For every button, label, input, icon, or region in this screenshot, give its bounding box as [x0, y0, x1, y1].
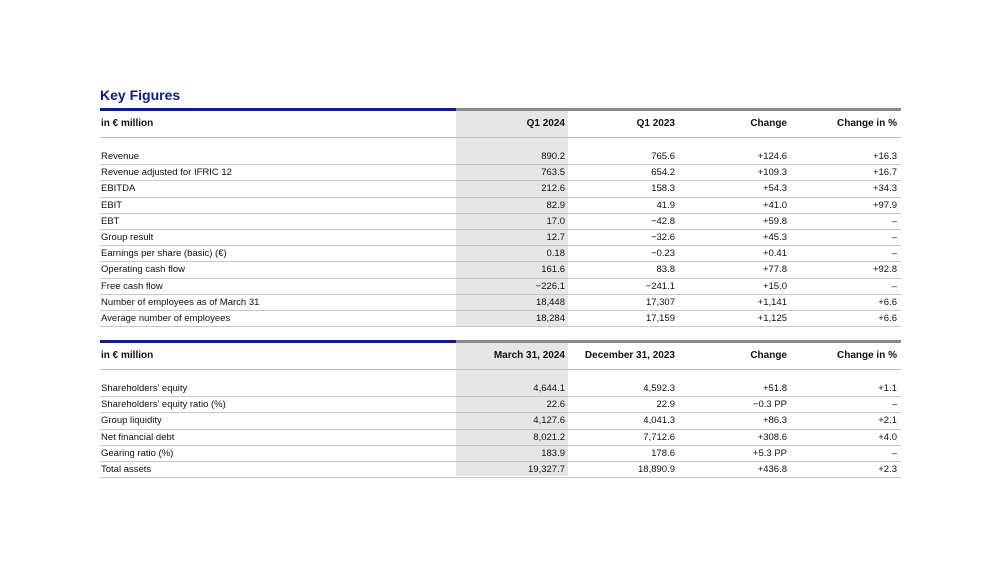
table-row: [100, 462, 901, 478]
current-value: 4,127.6: [533, 415, 565, 427]
table-row: [100, 279, 901, 295]
header-unit: in € million: [101, 350, 154, 361]
row-label: Earnings per share (basic) (€): [101, 248, 227, 260]
table-row: [100, 165, 901, 181]
change-value: +109.3: [757, 167, 787, 179]
prior-value: 4,592.3: [643, 383, 675, 394]
table-row: [100, 262, 901, 278]
table-row: [100, 198, 901, 214]
header-change: Change: [750, 118, 787, 129]
current-value: 17.0: [546, 215, 565, 227]
table-row: [100, 295, 901, 311]
current-value: 4,644.1: [533, 383, 565, 394]
page-title: Key Figures: [100, 87, 181, 103]
row-label: EBT: [101, 215, 120, 227]
prior-value: 83.8: [656, 264, 675, 276]
header-unit: in € million: [101, 118, 154, 129]
header-change-pct: Change in %: [836, 118, 897, 129]
change-pct-value: +92.8: [872, 264, 897, 276]
prior-value: −0.23: [650, 248, 675, 260]
prior-value: −32.6: [650, 231, 675, 243]
prior-value: 654.2: [651, 167, 675, 179]
prior-value: 22.9: [656, 399, 675, 411]
current-value: 18,448: [535, 296, 565, 308]
change-pct-value: –: [891, 215, 897, 227]
change-value: +77.8: [762, 264, 787, 276]
prior-value: 17,307: [645, 296, 675, 308]
change-value: +54.3: [762, 183, 787, 195]
table-row: [100, 446, 901, 462]
table-header: [100, 340, 901, 370]
change-value: +59.8: [762, 215, 787, 227]
change-pct-value: –: [891, 248, 897, 260]
current-value: 161.6: [541, 264, 565, 276]
prior-value: 4,041.3: [643, 415, 675, 427]
row-label: Shareholders’ equity: [101, 383, 188, 394]
change-pct-value: +2.1: [878, 415, 897, 427]
row-label: Revenue adjusted for IFRIC 12: [101, 167, 232, 179]
current-value: 183.9: [541, 447, 565, 459]
prior-value: −241.1: [645, 280, 675, 292]
table-row: [100, 397, 901, 413]
row-label: EBITDA: [101, 183, 136, 195]
row-label: EBIT: [101, 199, 123, 211]
header-march-2024: March 31, 2024: [493, 350, 565, 361]
change-value: +51.8: [762, 383, 787, 394]
change-pct-value: –: [891, 231, 897, 243]
table-row: [100, 430, 901, 446]
change-value: +436.8: [757, 463, 787, 475]
change-pct-value: +6.6: [878, 312, 897, 324]
prior-value: 17,159: [645, 312, 675, 324]
row-label: Free cash flow: [101, 280, 163, 292]
change-pct-value: –: [891, 280, 897, 292]
table-row: [100, 413, 901, 429]
current-value: 8,021.2: [533, 431, 565, 443]
current-value: 18,284: [535, 312, 565, 324]
key-figures-table-balance: [100, 340, 901, 478]
current-value: 12.7: [546, 231, 565, 243]
row-label: Revenue: [101, 151, 140, 162]
row-label: Shareholders’ equity ratio (%): [101, 399, 226, 411]
prior-value: 765.6: [651, 151, 675, 162]
row-label: Number of employees as of March 31: [101, 296, 260, 308]
table-row: [100, 381, 901, 397]
header-december-2023: December 31, 2023: [584, 350, 675, 361]
change-value: +0.41: [762, 248, 787, 260]
prior-value: 41.9: [656, 199, 675, 211]
prior-value: 158.3: [651, 183, 675, 195]
change-pct-value: +97.9: [872, 199, 897, 211]
current-value: 19,327.7: [528, 463, 565, 475]
row-label: Operating cash flow: [101, 264, 185, 276]
change-value: −0.3 PP: [752, 399, 787, 411]
current-value: 22.6: [546, 399, 565, 411]
change-pct-value: +16.7: [872, 167, 897, 179]
row-label: Gearing ratio (%): [101, 447, 174, 459]
prior-value: 178.6: [651, 447, 675, 459]
current-value: 763.5: [541, 167, 565, 179]
row-label: Average number of employees: [101, 312, 231, 324]
prior-value: −42.8: [650, 215, 675, 227]
header-change: Change: [750, 350, 787, 361]
change-pct-value: +4.0: [878, 431, 897, 443]
change-pct-value: –: [891, 447, 897, 459]
header-q1-2023: Q1 2023: [636, 118, 675, 129]
table-row: [100, 230, 901, 246]
change-value: +308.6: [757, 431, 787, 443]
change-value: +86.3: [762, 415, 787, 427]
change-pct-value: +16.3: [872, 151, 897, 162]
header-change-pct: Change in %: [836, 350, 897, 361]
table-row: [100, 246, 901, 262]
change-value: +45.3: [762, 231, 787, 243]
change-pct-value: +34.3: [872, 183, 897, 195]
current-value: −226.1: [535, 280, 565, 292]
row-label: Total assets: [101, 463, 152, 475]
row-label: Group liquidity: [101, 415, 162, 427]
change-value: +124.6: [757, 151, 787, 162]
table-row: [100, 181, 901, 197]
prior-value: 7,712.6: [643, 431, 675, 443]
prior-value: 18,890.9: [638, 463, 675, 475]
table-header: [100, 108, 901, 138]
current-value: 890.2: [541, 151, 565, 162]
change-pct-value: +1.1: [878, 383, 897, 394]
key-figures-table-quarterly: [100, 108, 901, 327]
change-pct-value: +2.3: [878, 463, 897, 475]
change-value: +15.0: [762, 280, 787, 292]
current-value: 212.6: [541, 183, 565, 195]
current-value: 82.9: [546, 199, 565, 211]
current-value: 0.18: [546, 248, 565, 260]
header-q1-2024: Q1 2024: [526, 118, 565, 129]
table-row: [100, 311, 901, 327]
change-value: +41.0: [762, 199, 787, 211]
table-body: [100, 381, 901, 478]
change-value: +1,125: [757, 312, 787, 324]
change-pct-value: –: [891, 399, 897, 411]
table-row: [100, 214, 901, 230]
change-pct-value: +6.6: [878, 296, 897, 308]
table-row: [100, 149, 901, 165]
change-value: +1,141: [757, 296, 787, 308]
row-label: Net financial debt: [101, 431, 175, 443]
row-label: Group result: [101, 231, 154, 243]
table-body: [100, 149, 901, 327]
change-value: +5.3 PP: [752, 447, 787, 459]
